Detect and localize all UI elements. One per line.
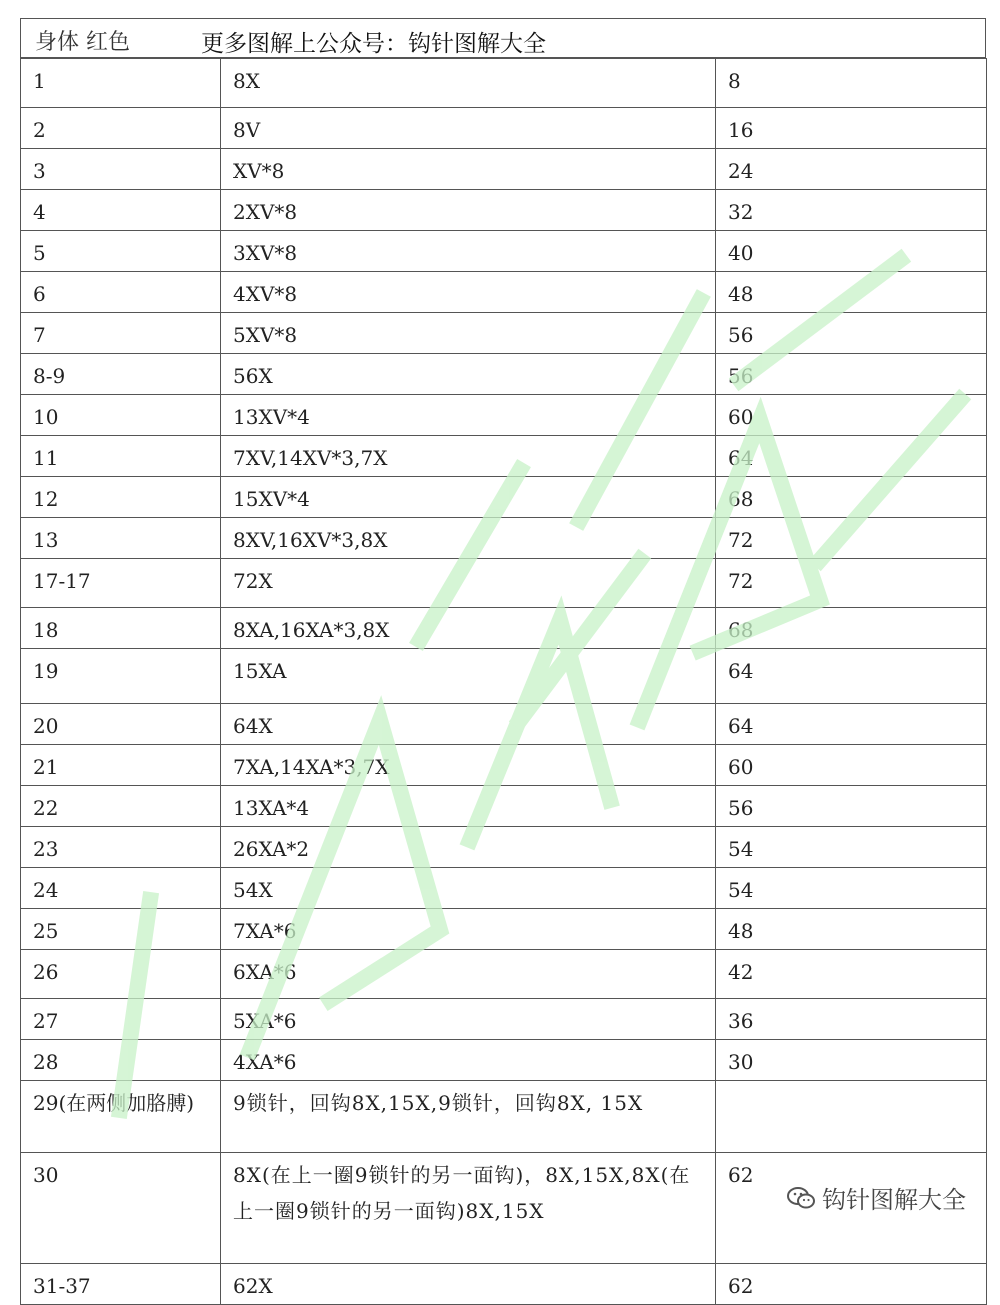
stitches-cell: 13XV*4 bbox=[221, 395, 716, 436]
stitches-cell: 26XA*2 bbox=[221, 827, 716, 868]
stitches-cell: 8V bbox=[221, 108, 716, 149]
stitch-count-cell: 56 bbox=[716, 313, 987, 354]
stitches-cell: 2XV*8 bbox=[221, 190, 716, 231]
stitch-count-cell: 72 bbox=[716, 518, 987, 559]
stitches-cell: 72X bbox=[221, 559, 716, 608]
table-row bbox=[21, 608, 987, 649]
stitches-cell: 3XV*8 bbox=[221, 231, 716, 272]
stitches-cell: 15XV*4 bbox=[221, 477, 716, 518]
stitch-count-cell: 54 bbox=[716, 868, 987, 909]
stitches-cell: 8X(在上一圈9锁针的另一面钩)，8X,15X,8X(在上一圈9锁针的另一面钩)8X,15X bbox=[221, 1153, 716, 1264]
table-row bbox=[21, 190, 987, 231]
stitches-cell: 6XA*6 bbox=[221, 950, 716, 999]
wechat-badge bbox=[780, 1178, 972, 1217]
stitch-count-cell: 64 bbox=[716, 704, 987, 745]
round-cell: 11 bbox=[21, 436, 221, 477]
stitch-count-cell: 40 bbox=[716, 231, 987, 272]
stitch-count-cell: 48 bbox=[716, 272, 987, 313]
round-cell: 26 bbox=[21, 950, 221, 999]
round-cell: 13 bbox=[21, 518, 221, 559]
table-row bbox=[21, 909, 987, 950]
round-cell: 7 bbox=[21, 313, 221, 354]
stitches-cell: 4XA*6 bbox=[221, 1040, 716, 1081]
round-cell: 28 bbox=[21, 1040, 221, 1081]
round-cell: 5 bbox=[21, 231, 221, 272]
stitches-cell: 15XA bbox=[221, 649, 716, 704]
round-cell: 3 bbox=[21, 149, 221, 190]
table-row bbox=[21, 354, 987, 395]
stitch-count-cell: 36 bbox=[716, 999, 987, 1040]
wechat-icon bbox=[786, 1185, 816, 1211]
stitch-count-cell: 62 bbox=[716, 1264, 987, 1305]
round-cell: 17-17 bbox=[21, 559, 221, 608]
round-cell: 18 bbox=[21, 608, 221, 649]
stitches-cell: 5XA*6 bbox=[221, 999, 716, 1040]
stitch-count-cell: 54 bbox=[716, 827, 987, 868]
round-cell: 24 bbox=[21, 868, 221, 909]
table-row bbox=[21, 868, 987, 909]
table-row bbox=[21, 477, 987, 518]
stitch-count-cell: 64 bbox=[716, 436, 987, 477]
stitches-cell: 7XA,14XA*3,7X bbox=[221, 745, 716, 786]
table-row bbox=[21, 149, 987, 190]
stitch-count-cell: 42 bbox=[716, 950, 987, 999]
stitch-count-cell bbox=[716, 1081, 987, 1153]
stitches-cell: 5XV*8 bbox=[221, 313, 716, 354]
stitch-count-cell: 64 bbox=[716, 649, 987, 704]
promo-text: 更多图解上公众号：钩针图解大全 bbox=[201, 31, 546, 57]
stitch-count-cell: 62 bbox=[716, 1153, 987, 1264]
stitch-count-cell: 16 bbox=[716, 108, 987, 149]
round-cell: 6 bbox=[21, 272, 221, 313]
round-cell: 10 bbox=[21, 395, 221, 436]
table-row bbox=[21, 231, 987, 272]
round-cell: 29(在两侧加胳膊) bbox=[21, 1081, 221, 1153]
table-row bbox=[21, 395, 987, 436]
stitch-count-cell: 72 bbox=[716, 559, 987, 608]
round-cell: 12 bbox=[21, 477, 221, 518]
round-cell: 1 bbox=[21, 59, 221, 108]
table-row bbox=[21, 313, 987, 354]
stitch-count-cell: 8 bbox=[716, 59, 987, 108]
stitches-cell: 8XA,16XA*3,8X bbox=[221, 608, 716, 649]
stitches-cell: XV*8 bbox=[221, 149, 716, 190]
stitch-count-cell: 30 bbox=[716, 1040, 987, 1081]
stitches-cell: 7XV,14XV*3,7X bbox=[221, 436, 716, 477]
table-header-row bbox=[20, 18, 986, 58]
stitch-count-cell: 68 bbox=[716, 477, 987, 518]
round-cell: 20 bbox=[21, 704, 221, 745]
table-row bbox=[21, 745, 987, 786]
table-row bbox=[21, 999, 987, 1040]
round-cell: 23 bbox=[21, 827, 221, 868]
round-cell: 22 bbox=[21, 786, 221, 827]
round-cell: 4 bbox=[21, 190, 221, 231]
stitches-cell: 13XA*4 bbox=[221, 786, 716, 827]
round-cell: 27 bbox=[21, 999, 221, 1040]
round-cell: 21 bbox=[21, 745, 221, 786]
stitch-count-cell: 68 bbox=[716, 608, 987, 649]
round-cell: 31-37 bbox=[21, 1264, 221, 1305]
stitches-cell: 56X bbox=[221, 354, 716, 395]
stitches-cell: 9锁针，回钩8X,15X,9锁针，回钩8X, 15X bbox=[221, 1081, 716, 1153]
round-cell: 8-9 bbox=[21, 354, 221, 395]
table-row bbox=[21, 649, 987, 704]
stitches-cell: 8X bbox=[221, 59, 716, 108]
table-row bbox=[21, 1264, 987, 1305]
stitch-count-cell: 24 bbox=[716, 149, 987, 190]
stitches-cell: 54X bbox=[221, 868, 716, 909]
stitches-cell: 4XV*8 bbox=[221, 272, 716, 313]
table-row bbox=[21, 59, 987, 108]
stitches-cell: 62X bbox=[221, 1264, 716, 1305]
table-row bbox=[21, 108, 987, 149]
crochet-pattern-table bbox=[20, 58, 987, 1305]
stitches-cell: 64X bbox=[221, 704, 716, 745]
table-row bbox=[21, 518, 987, 559]
section-title: 身体 红色 bbox=[35, 30, 130, 55]
stitches-cell: 7XA*6 bbox=[221, 909, 716, 950]
stitches-cell: 8XV,16XV*3,8X bbox=[221, 518, 716, 559]
table-row bbox=[21, 1081, 987, 1153]
stitch-count-cell: 32 bbox=[716, 190, 987, 231]
table-row bbox=[21, 786, 987, 827]
stitch-count-cell: 48 bbox=[716, 909, 987, 950]
table-row bbox=[21, 1040, 987, 1081]
table-row bbox=[21, 436, 987, 477]
stitch-count-cell: 56 bbox=[716, 786, 987, 827]
table-row bbox=[21, 272, 987, 313]
stitch-count-cell: 60 bbox=[716, 745, 987, 786]
round-cell: 25 bbox=[21, 909, 221, 950]
table-row bbox=[21, 827, 987, 868]
stitch-count-cell: 56 bbox=[716, 354, 987, 395]
table-row bbox=[21, 704, 987, 745]
stitch-count-cell: 60 bbox=[716, 395, 987, 436]
round-cell: 30 bbox=[21, 1153, 221, 1264]
round-cell: 19 bbox=[21, 649, 221, 704]
round-cell: 2 bbox=[21, 108, 221, 149]
wechat-badge-label: 钩针图解大全 bbox=[822, 1186, 966, 1214]
table-row bbox=[21, 950, 987, 999]
table-row bbox=[21, 559, 987, 608]
